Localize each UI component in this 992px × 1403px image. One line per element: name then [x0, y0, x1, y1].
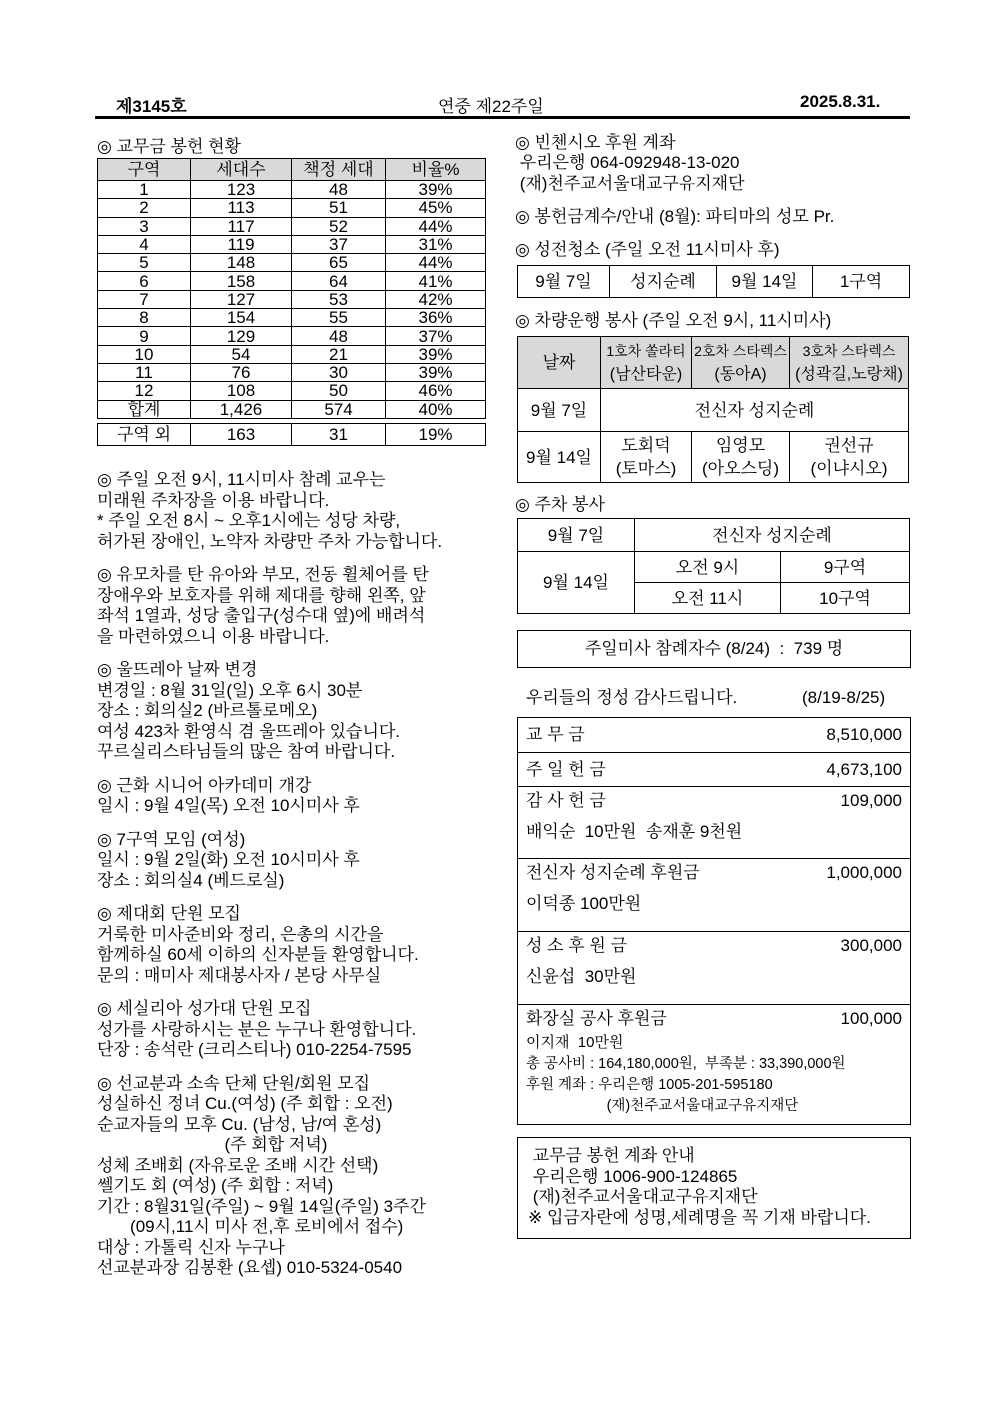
driver-name: 권선규 — [824, 436, 874, 455]
cell: 19% — [386, 424, 486, 446]
cell — [601, 337, 692, 389]
cell: 45% — [386, 199, 486, 217]
offering-label: 교 무 금 — [526, 725, 585, 744]
cell: 합계 — [98, 400, 191, 418]
notice-choir: ◎ 세실리아 성가대 단원 모집 성가를 사랑하시는 분은 누구나 환영합니다. 단장 : 송석란 (크리스티나) 010-2254-7595 — [97, 999, 417, 1059]
offering-label: 전신자 성지순례 후원금 — [526, 863, 700, 882]
cell: 42% — [386, 290, 486, 308]
cell: 53 — [292, 290, 386, 308]
notices — [97, 470, 492, 1292]
offering-status-table — [97, 158, 486, 419]
bulletin-date: 2025.8.31. — [800, 92, 881, 111]
cell: 39% — [386, 345, 486, 363]
cell: 154 — [191, 309, 292, 327]
cell: 40% — [386, 400, 486, 418]
table-row — [98, 290, 486, 308]
cell: 41% — [386, 272, 486, 290]
cell: 성지순례 — [610, 266, 717, 298]
cell: 37 — [292, 235, 386, 253]
table-row — [518, 859, 911, 932]
cell — [518, 753, 911, 787]
cell: 전신자 성지순례 — [601, 389, 909, 432]
cell — [518, 1005, 911, 1125]
driver-baptismal-name: (이냐시오) — [810, 459, 888, 478]
cell: 7 — [98, 290, 191, 308]
offering-amount: 4,673,100 — [826, 760, 902, 779]
table-row — [98, 400, 486, 418]
table-header — [518, 337, 909, 389]
donor-note: 배익순 10만원 송재훈 9천원 — [526, 822, 743, 841]
offering-amount: 109,000 — [840, 791, 902, 810]
thanks-table — [517, 717, 911, 1125]
table-row — [518, 389, 909, 432]
cell: 108 — [191, 382, 292, 400]
table-row — [98, 254, 486, 272]
table-row — [98, 345, 486, 363]
offering-amount: 1,000,000 — [826, 863, 902, 882]
header-rule — [95, 116, 910, 119]
driving-table — [517, 336, 909, 483]
cell: 전신자 성지순례 — [635, 519, 910, 552]
driver-name: 도회덕 — [621, 436, 671, 455]
donor-note: 신윤섭 30만원 — [526, 967, 637, 986]
cell: 158 — [191, 272, 292, 290]
route-1: (남산타운) — [609, 365, 683, 383]
cell: 117 — [191, 217, 292, 235]
driver-name: 임영모 — [715, 436, 766, 455]
cell: 9 — [98, 327, 191, 345]
cell: 구역 — [98, 159, 191, 181]
cell: 9월 7일 — [518, 519, 635, 552]
cell: 9월 14일 — [518, 432, 601, 483]
cell: 10 — [98, 345, 191, 363]
cell — [692, 337, 790, 389]
table-row — [518, 718, 911, 753]
offering-amount: 300,000 — [840, 936, 902, 955]
cell: 36% — [386, 309, 486, 327]
table-row — [98, 309, 486, 327]
notice-parking: ◎ 주일 오전 9시, 11시미사 참례 교우는 미래원 주차장을 이용 바랍니다. * 주일 오전 8시 ~ 오후1시에는 성당 차량, 허가된 장애인, 노약자 차량만 주차 가능합니다. — [97, 470, 443, 551]
cell: 12 — [98, 382, 191, 400]
driving-title: ◎ 차량운행 봉사 (주일 오전 9시, 11시미사) — [515, 311, 832, 330]
table-row — [518, 266, 910, 298]
table-row — [518, 519, 910, 552]
cell: 9월 7일 — [518, 389, 601, 432]
tithe-account-box: 교무금 봉헌 계좌 안내 우리은행 1006-900-124865 (재)천주교서울대교구유지재단 ※ 입금자란에 성명,세례명을 꼭 기재 바랍니다. — [517, 1137, 911, 1239]
counting-notice: ◎ 봉헌금계수/안내 (8월): 파티마의 성모 Pr. — [515, 207, 835, 226]
cell: 48 — [292, 327, 386, 345]
table-row — [98, 382, 486, 400]
cell — [518, 787, 911, 859]
cell: 1 — [98, 181, 191, 199]
cell: 1,426 — [191, 400, 292, 418]
table-row — [518, 932, 911, 1005]
table-row — [98, 181, 486, 199]
cell: 30 — [292, 363, 386, 381]
cell: 48 — [292, 181, 386, 199]
table-row — [98, 217, 486, 235]
cell — [518, 718, 911, 753]
cell: 11 — [98, 363, 191, 381]
cell: 52 — [292, 217, 386, 235]
cell — [692, 432, 790, 483]
table-row — [98, 424, 486, 446]
offering-status-title: ◎ 교무금 봉헌 현황 — [97, 137, 241, 156]
offering-label: 감 사 헌 금 — [526, 791, 606, 810]
cell: 37% — [386, 327, 486, 345]
table-row — [518, 1005, 911, 1125]
cell: 날짜 — [518, 337, 601, 389]
cell: 55 — [292, 309, 386, 327]
driver-baptismal-name: (아오스딩) — [701, 459, 779, 478]
offering-label: 주 일 헌 금 — [526, 760, 606, 779]
notice-senior-academy: ◎ 근화 시니어 아카데미 개강 일시 : 9월 4일(목) 오전 10시미사 후 — [97, 775, 360, 815]
cell: 44% — [386, 254, 486, 272]
cell: 2 — [98, 199, 191, 217]
cell: 4 — [98, 235, 191, 253]
notice-ultreya: ◎ 울뜨레아 날짜 변경 변경일 : 8월 31일(일) 오후 6시 30분 장소 : 회의실2 (바르톨로메오) 여성 423차 환영식 겸 울뜨레아 있습니다. 꾸르실리스타님들의 많은 참여 바랍니다. — [97, 660, 401, 761]
table-row — [98, 199, 486, 217]
cell: 5 — [98, 254, 191, 272]
table-header — [98, 159, 486, 181]
vincent-account: 우리은행 064-092948-13-020 (재)천주교서울대교구유지재단 — [519, 153, 745, 193]
cell — [790, 337, 909, 389]
table-row — [98, 235, 486, 253]
notice-mission-groups: ◎ 선교분과 소속 단체 단원/회원 모집 성실하신 정녀 Cu.(여성) (주 회합 : 오전) 순교자들의 모후 Cu. (남성, 남/여 혼성) (주 회합 저녁) 성체 조배회 (자유로운 조배 시간 선택) 쎌기도 회 (여성) (주 회합 : 저녁) 기간 : 8월31일(주일) ~ 9월 14일(주일) 3주간 (09시,11시 미사 전,후 로비에서 접수) 대상 : 가톨릭 신자 누구나 선교분과장 김봉환 (요셉) 010-5324-0540 — [97, 1073, 426, 1277]
cell: 119 — [191, 235, 292, 253]
driver-baptismal-name: (토마스) — [615, 459, 677, 478]
cell: 65 — [292, 254, 386, 272]
offering-amount: 100,000 — [840, 1009, 902, 1028]
cell: 9월 7일 — [518, 266, 610, 298]
cell: 64 — [292, 272, 386, 290]
cell: 44% — [386, 217, 486, 235]
cell: 오전 9시 — [635, 552, 781, 583]
cell — [518, 932, 911, 1005]
cell: 148 — [191, 254, 292, 272]
cell: 오전 11시 — [635, 583, 781, 614]
cell: 574 — [292, 400, 386, 418]
vincent-title: ◎ 빈첸시오 후원 계좌 — [515, 133, 676, 152]
cell: 세대수 — [191, 159, 292, 181]
cell: 129 — [191, 327, 292, 345]
cell: 9구역 — [781, 552, 910, 583]
notice-altar-servers: ◎ 제대회 단원 모집 거룩한 미사준비와 정리, 은총의 시간을 함께하실 60세 이하의 신자분들 환영합니다. 문의 : 매미사 제대봉사자 / 본당 사무실 — [97, 904, 419, 985]
table-row — [98, 363, 486, 381]
donor-note: 이덕종 100만원 — [526, 894, 642, 913]
cell: 39% — [386, 363, 486, 381]
cleaning-table — [517, 265, 910, 298]
vehicle-1: 1호차 쏠라티 — [606, 342, 686, 359]
parking-table — [517, 518, 910, 614]
cell: 21 — [292, 345, 386, 363]
cell: 9월 14일 — [518, 552, 635, 614]
offering-label: 화장실 공사 후원금 — [526, 1009, 667, 1028]
vehicle-3: 3호차 스타렉스 — [802, 342, 896, 359]
table-row — [518, 552, 910, 583]
cell: 9월 14일 — [717, 266, 813, 298]
outside-district-table — [97, 423, 486, 446]
vehicle-2: 2호차 스타렉스 — [694, 342, 787, 359]
offering-amount: 8,510,000 — [826, 725, 902, 744]
cell: 163 — [191, 424, 292, 446]
cell: 54 — [191, 345, 292, 363]
cell: 113 — [191, 199, 292, 217]
cell: 50 — [292, 382, 386, 400]
cell: 3 — [98, 217, 191, 235]
cell: 76 — [191, 363, 292, 381]
issue-number: 제3145호 — [116, 97, 187, 116]
cell: 51 — [292, 199, 386, 217]
table-row — [518, 432, 909, 483]
cell: 31 — [292, 424, 386, 446]
notice-district7: ◎ 7구역 모임 (여성) 일시 : 9월 2일(화) 오전 10시미사 후 장소 : 회의실4 (베드로실) — [97, 829, 360, 890]
attendance-box: 주일미사 참례자수 (8/24) : 739 명 — [517, 630, 911, 668]
cell: 6 — [98, 272, 191, 290]
cell: 비율% — [386, 159, 486, 181]
parking-title: ◎ 주차 봉사 — [515, 495, 605, 514]
cell: 1구역 — [813, 266, 910, 298]
cell: 127 — [191, 290, 292, 308]
cell: 31% — [386, 235, 486, 253]
cell: 46% — [386, 382, 486, 400]
donor-note: 이지재 10만원 — [526, 1034, 624, 1051]
offering-label: 성 소 후 원 금 — [526, 936, 628, 955]
construction-fund-info: 총 공사비 : 164,180,000원, 부족분 : 33,390,000원 후원 계좌 : 우리은행 1005-201-595180 (재)천주교서울대교구유지재단 — [526, 1056, 846, 1114]
table-row — [518, 753, 911, 787]
table-row — [98, 327, 486, 345]
table-row — [518, 787, 911, 859]
cleaning-title: ◎ 성전청소 (주일 오전 11시미사 후) — [515, 240, 780, 259]
cell: 10구역 — [781, 583, 910, 614]
liturgical-week: 연중 제22주일 — [438, 97, 544, 116]
cell: 123 — [191, 181, 292, 199]
cell — [518, 859, 911, 932]
cell: 책정 세대 — [292, 159, 386, 181]
thanks-title: 우리들의 정성 감사드립니다. — [526, 688, 738, 707]
cell: 8 — [98, 309, 191, 327]
cell — [790, 432, 909, 483]
thanks-period: (8/19-8/25) — [802, 688, 886, 707]
cell — [601, 432, 692, 483]
notice-accessible-seats: ◎ 유모차를 탄 유아와 부모, 전동 휠체어를 탄 장애우와 보호자를 위해 제대를 향해 왼쪽, 앞 좌석 1열과, 성당 출입구(성수대 옆)에 배려석 을 마련하였으니 이용 바랍니다. — [97, 565, 429, 646]
route-2: (동아A) — [714, 365, 767, 383]
route-3: (성곽길,노랑채) — [795, 365, 903, 383]
table-row — [98, 272, 486, 290]
cell: 구역 외 — [98, 424, 191, 446]
cell: 39% — [386, 181, 486, 199]
